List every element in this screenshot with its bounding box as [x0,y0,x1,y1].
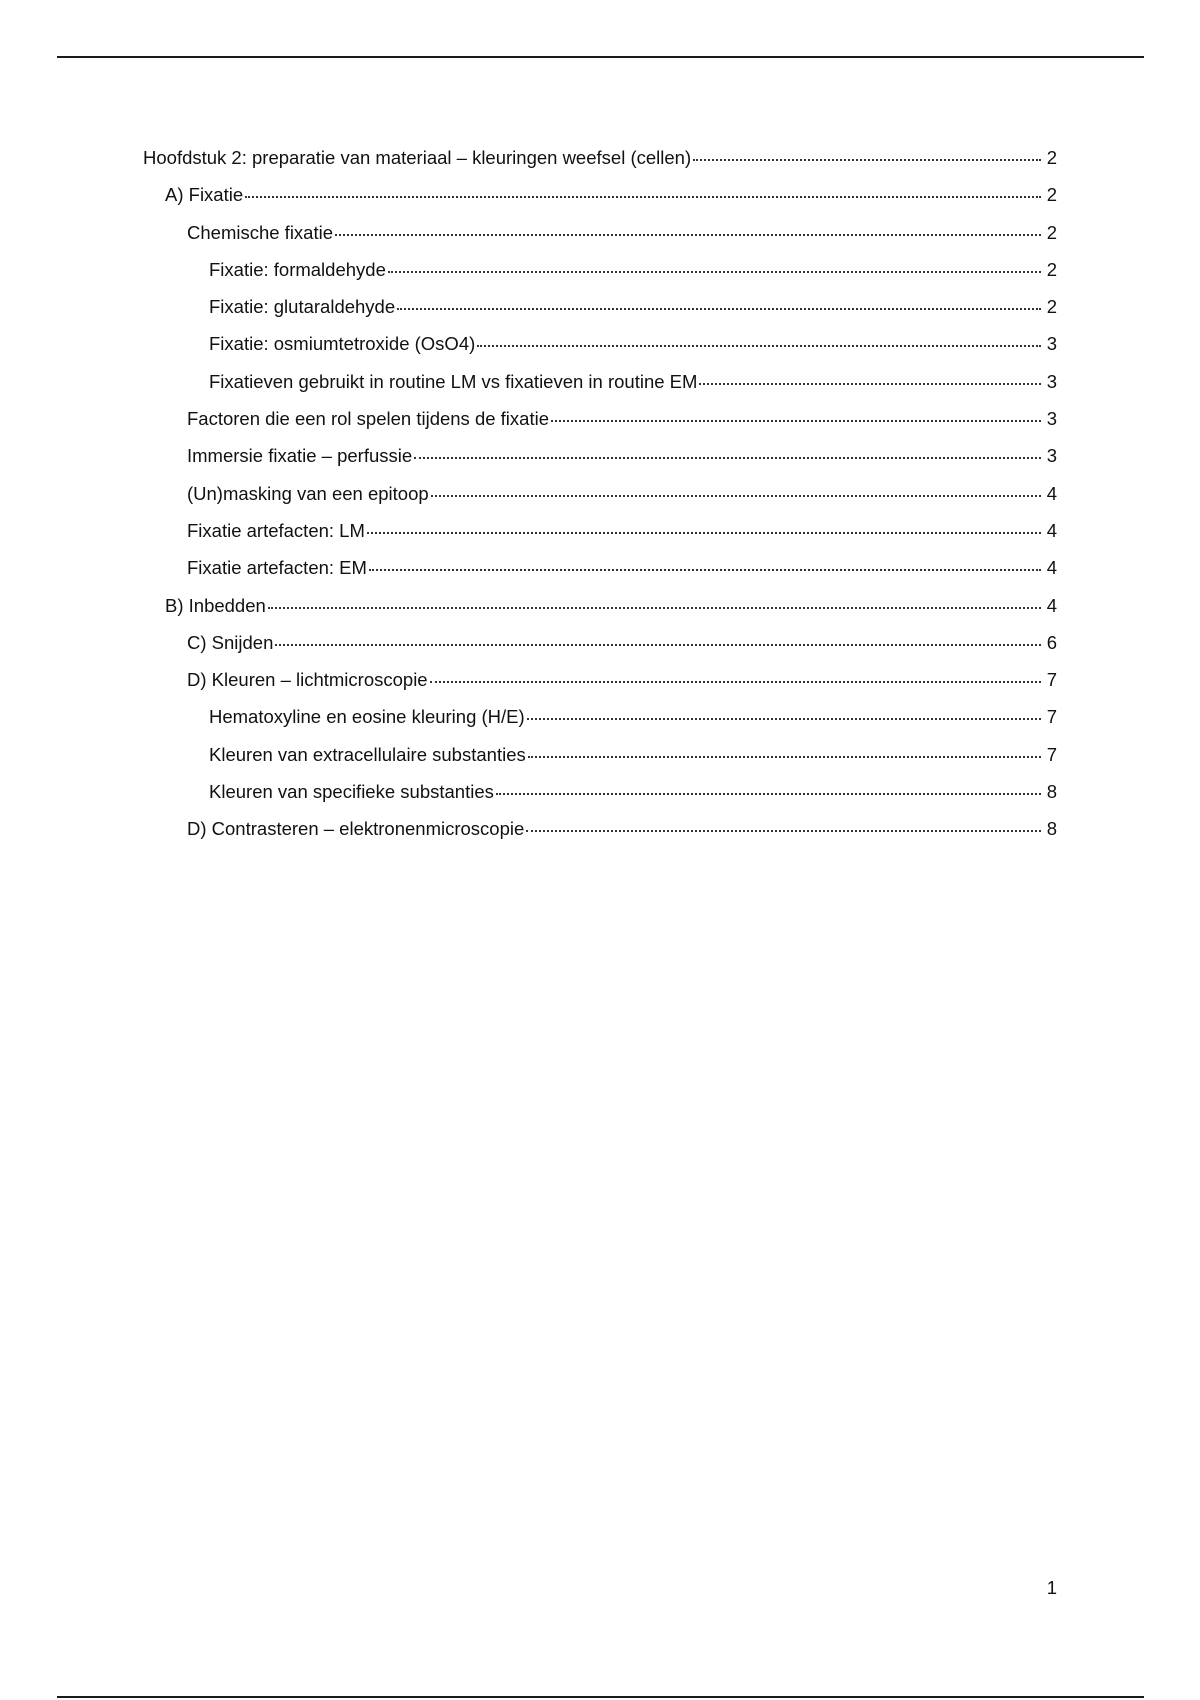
toc-dot-leader [369,569,1041,571]
toc-entry-title: C) Snijden [187,631,274,653]
toc-entry-title: Fixatie artefacten: LM [187,519,365,541]
toc-entry-title: Fixatieven gebruikt in routine LM vs fixatieven in routine EM [209,370,698,392]
toc-dot-leader [551,420,1041,422]
toc-entry[interactable] [143,777,1057,814]
toc-entry-page: 2 [1046,221,1057,243]
toc-dot-leader [693,159,1041,161]
toc-entry-page: 6 [1046,631,1057,653]
toc-dot-leader [367,532,1041,534]
toc-entry-page: 2 [1046,258,1057,280]
toc-entry[interactable] [143,404,1057,441]
toc-entry[interactable] [143,218,1057,255]
toc-entry[interactable] [143,255,1057,292]
toc-entry-title: Fixatie: glutaraldehyde [209,296,396,318]
toc-entry-title: Immersie fixatie – perfussie [187,445,413,467]
toc-entry[interactable] [143,665,1057,702]
toc-entry[interactable] [143,553,1057,590]
toc-entry-title: Hematoxyline en eosine kleuring (H/E) [209,706,525,728]
toc-entry[interactable] [143,367,1057,404]
toc-entry-title: Kleuren van specifieke substanties [209,781,494,803]
toc-dot-leader [275,644,1041,646]
toc-dot-leader [245,196,1041,198]
toc-entry[interactable] [143,516,1057,553]
toc-entry-page: 3 [1046,370,1057,392]
toc-entry-title: D) Kleuren – lichtmicroscopie [187,669,428,691]
toc-entry-page: 3 [1046,408,1057,430]
toc-dot-leader [496,793,1041,795]
toc-entry[interactable] [143,740,1057,777]
toc-entry-page: 3 [1046,333,1057,355]
toc-entry-page: 3 [1046,445,1057,467]
toc-entry-page: 7 [1046,669,1057,691]
toc-entry-title: B) Inbedden [165,594,266,616]
toc-entry-page: 4 [1046,482,1057,504]
toc-dot-leader [397,308,1041,310]
toc-entry[interactable] [143,292,1057,329]
toc-entry-page: 2 [1046,184,1057,206]
toc-entry-title: Fixatie artefacten: EM [187,557,367,579]
toc-entry-title: Hoofdstuk 2: preparatie van materiaal – kleuringen weefsel (cellen) [143,147,692,168]
toc-entry-title: Factoren die een rol spelen tijdens de fixatie [187,408,549,430]
toc-entry-page: 4 [1046,519,1057,541]
toc-entry-title: Fixatie: formaldehyde [209,258,386,280]
toc-entry-page: 8 [1046,818,1057,840]
toc-dot-leader [526,830,1041,832]
toc-entry[interactable] [143,479,1057,516]
toc-entry-title: A) Fixatie [165,184,244,206]
toc-dot-leader [388,271,1041,273]
toc-entry-page: 4 [1046,557,1057,579]
toc-dot-leader [430,681,1041,683]
toc-dot-leader [268,607,1041,609]
toc-entry-page: 7 [1046,706,1057,728]
toc-entry-title: Fixatie: osmiumtetroxide (OsO4) [209,333,476,355]
toc-entry-page: 2 [1046,296,1057,318]
footer-rule [57,1696,1144,1698]
toc-entry-title: Kleuren van extracellulaire substanties [209,743,526,765]
toc-entry[interactable] [143,143,1057,180]
table-of-contents [143,143,1057,852]
toc-entry-title: (Un)masking van een epitoop [187,482,429,504]
toc-entry-page: 2 [1046,147,1057,168]
toc-dot-leader [528,756,1041,758]
toc-entry[interactable] [143,329,1057,366]
header-rule [57,56,1144,58]
toc-entry[interactable] [143,180,1057,217]
toc-entry-page: 7 [1046,743,1057,765]
toc-dot-leader [335,234,1041,236]
toc-entry-page: 4 [1046,594,1057,616]
toc-entry-title: Chemische fixatie [187,221,334,243]
toc-entry-page: 8 [1046,781,1057,803]
toc-entry[interactable] [143,628,1057,665]
toc-entry[interactable] [143,441,1057,478]
toc-entry[interactable] [143,702,1057,739]
toc-dot-leader [414,457,1041,459]
page-number: 1 [1046,1577,1057,1598]
toc-entry[interactable] [143,591,1057,628]
toc-entry-title: D) Contrasteren – elektronenmicroscopie [187,818,525,840]
toc-dot-leader [431,495,1041,497]
toc-dot-leader [477,345,1041,347]
toc-entry[interactable] [143,814,1057,851]
toc-dot-leader [527,718,1041,720]
toc-dot-leader [699,383,1041,385]
